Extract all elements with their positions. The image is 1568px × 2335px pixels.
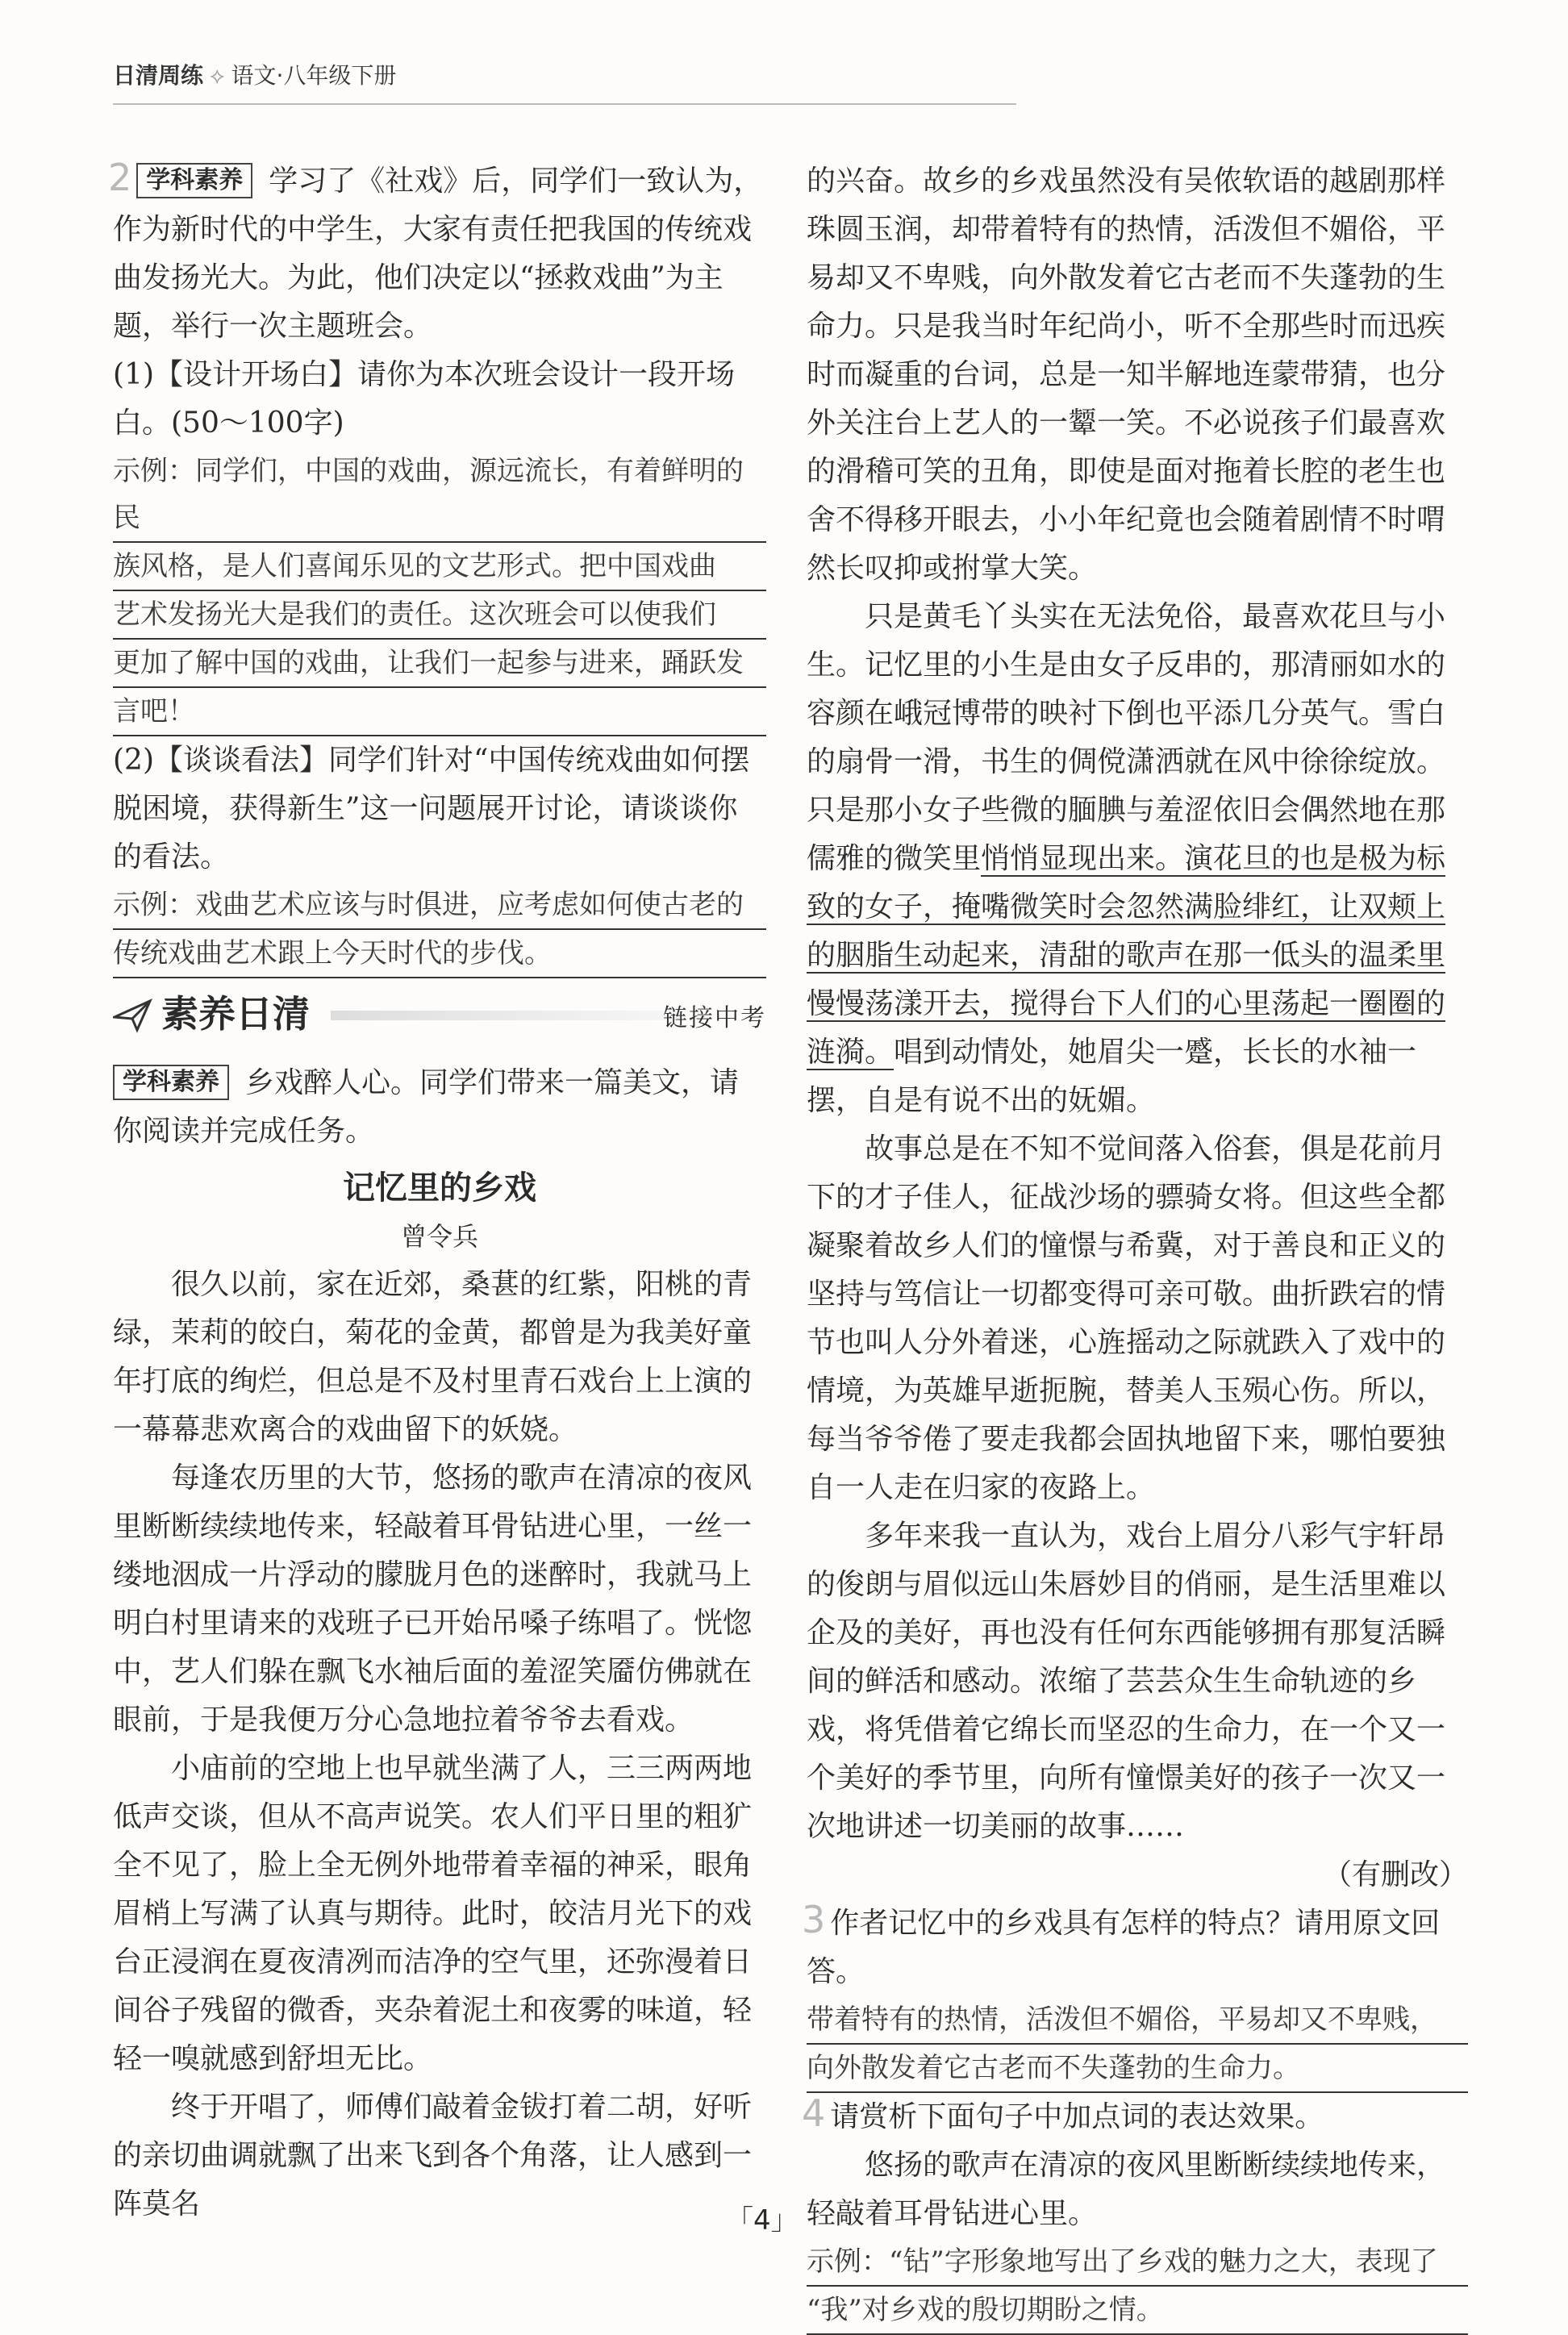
intro-text: 乡戏醉人心。同学们带来一篇美文，请你阅读并完成任务。	[113, 1066, 740, 1148]
answer-1	[113, 448, 766, 736]
article-title: 记忆里的乡戏	[343, 1170, 536, 1207]
question-number: 2	[108, 156, 132, 199]
article-paragraph: 小庙前的空地上也早就坐满了人，三三两两地低声交谈，但从不高声说笑。农人们平日里的粗犷全不见了，脸上全无例外地带着幸福的神采，眼角眉梢上写满了认真与期待。此时，皎洁月光下的戏台正浸润在夏夜清冽而洁净的空气里，还弥漫着日间谷子残留的微香，夹杂着泥土和夜雾的味道，轻轻一嗅就感到舒坦无比。	[113, 1752, 753, 2075]
answer-line: 示例：“钻”字形象地写出了乡戏的魅力之大，表现了	[807, 2238, 1468, 2287]
section-title: 素养日清	[161, 992, 310, 1036]
subject-tag: 学科素养	[136, 163, 252, 198]
edit-note: （有删改）	[1322, 1858, 1468, 1891]
answer-4	[807, 2238, 1468, 2335]
question-text: 请赏析下面句子中加点词的表达效果。	[830, 2100, 1324, 2133]
article-paragraph: 多年来我一直认为，戏台上眉分八彩气宇轩昂的俊朗与眉似远山朱唇妙目的俏丽，是生活里难以企及的美好，再也没有任何东西能够拥有那复活瞬间的鲜活和感动。浓缩了芸芸众生生命轨迹的乡戏，将凭借着它绵长而坚忍的生命力，在一个又一个美好的季节里，向所有憧憬美好的孩子一次又一次地讲述一切美丽的故事……	[807, 1520, 1446, 1843]
subject-tag: 学科素养	[113, 1065, 229, 1100]
page-number-value: 4	[753, 2204, 771, 2237]
answer-line: 向外散发着它古老而不失蓬勃的生命力。	[807, 2045, 1468, 2093]
question-3	[802, 1898, 1468, 1996]
answer-line: 艺术发扬光大是我们的责任。这次班会可以使我们	[113, 591, 766, 640]
underlined-text: 甜的歌声在那一低头的温柔里慢慢荡漾开去，搅得台	[807, 939, 1446, 1020]
article-author: 曾令兵	[400, 1221, 478, 1252]
answer-line: 更加了解中国的戏曲，让我们一起参与进来，踊跃发	[113, 640, 766, 688]
article-paragraph: 故事总是在不知不觉间落入俗套，俱是花前月下的才子佳人，征战沙场的骠骑女将。但这些全都凝聚着故乡人们的憧憬与希冀，对于善良和正义的坚持与笃信让一切都变得可亲可敬。曲折跌宕的情节也叫人分外着迷，心旌摇动之际就跌入了戏中的情境，为英雄早逝扼腕，替美人玉殒心伤。所以，每当爷爷倦了要走我都会固执地留下来，哪怕要独自一人走在归家的夜路上。	[807, 1132, 1446, 1504]
underlined-text: 下人们的心里荡起一圈圈的涟漪。	[807, 987, 1446, 1069]
question-2	[108, 156, 766, 351]
question-4	[802, 2091, 1468, 2141]
page-number: 「4」	[726, 2204, 799, 2237]
question-number: 3	[802, 1898, 826, 1941]
answer-line: 带着特有的热情，活泼但不媚俗，平易却又不卑贱，	[807, 1996, 1468, 2045]
underlined-text: 微笑时会忽然满脸绯红，让双颊上的胭脂生动起来，清	[807, 890, 1446, 972]
quoted-sentence: 悠扬的歌声在清凉的夜风里断断续续地传来，轻敲着耳骨钻进心里。	[807, 2149, 1446, 2230]
section-bar	[331, 1011, 686, 1020]
article-paragraph: 的兴奋。故乡的乡戏虽然没有吴侬软语的越剧那样珠圆玉润，却带着特有的热情，活泼但不媚俗，平易却又不卑贱，向外散发着它古老而不失蓬勃的生命力。只是我当时年纪尚小，听不全那些时而迅疾时而凝重的台词，总是一知半解地连蒙带猜，也分外关注台上艺人的一颦一笑。不必说孩子们最喜欢的滑稽可笑的丑角，即使是面对拖着长腔的老生也舍不得移开眼去，小小年纪竟也会随着剧情不时喟然长叹抑或拊掌大笑。	[807, 165, 1446, 585]
article-paragraph	[807, 593, 1468, 1125]
question-text: 作者记忆中的乡戏具有怎样的特点？请用原文回答。	[807, 1907, 1441, 1988]
page-header: 日清周练 ⟡ 语文·八年级下册	[113, 62, 397, 89]
answer-line: 族风格，是人们喜闻乐见的文艺形式。把中国戏曲	[113, 543, 766, 591]
paragraph-text: 只是黄毛丫头实在无法免俗，最喜欢花旦与小生。记忆里的小生是由女子反串的，那清丽如水的容颜在峨冠博带的映衬下倒也平添几分英气。雪白的扇骨一滑，书生的倜傥潇洒就在风中徐徐绽放。只是那小女子些微的腼腆与羞涩依旧会偶然地在那儒雅的微笑里	[807, 600, 1446, 875]
sub-question-1: (1)【设计开场白】请你为本次班会设计一段开场白。(50～100字)	[113, 358, 735, 440]
section-header	[113, 986, 766, 1051]
book-subject: 语文·八年级下册	[231, 62, 397, 89]
underlined-text: 悄悄显现出来。演花旦的也是极为标致的女子，掩嘴	[807, 842, 1446, 924]
article-paragraph: 终于开唱了，师傅们敲着金钹打着二胡，好听的亲切曲调就飘了出来飞到各个角落，让人感到一阵莫名	[113, 2091, 753, 2220]
section-link: 链接中考	[663, 1004, 766, 1032]
sub-question-2: (2)【谈谈看法】同学们针对“中国传统戏曲如何摆脱困境，获得新生”这一问题展开讨论，请谈谈你的看法。	[113, 744, 750, 874]
reading-intro	[113, 1059, 766, 1156]
paper-plane-icon	[113, 994, 153, 1035]
answer-line: 示例：同学们，中国的戏曲，源远流长，有着鲜明的民	[113, 448, 766, 543]
question-text: 学习了《社戏》后，同学们一致认为，作为新时代的中学生，大家有责任把我国的传统戏曲发扬光大。为此，他们决定以“拯救戏曲”为主题，举行一次主题班会。	[113, 165, 763, 343]
left-column	[108, 156, 766, 2229]
right-column	[802, 157, 1468, 2335]
article-paragraph: 每逢农历里的大节，悠扬的歌声在清凉的夜风里断断续续地传来，轻敲着耳骨钻进心里，一丝一缕地洇成一片浮动的朦胧月色的迷醉时，我就马上明白村里请来的戏班子已开始吊嗓子练唱了。恍惚中，艺人们躲在飘飞水袖后面的羞涩笑靥仿佛就在眼前，于是我便万分心急地拉着爷爷去看戏。	[113, 1461, 753, 1737]
answer-3	[807, 1996, 1468, 2093]
answer-2	[113, 882, 766, 978]
answer-line: 言吧！	[113, 688, 766, 736]
header-divider	[113, 103, 1016, 105]
question-number: 4	[802, 2091, 826, 2135]
article-paragraph: 很久以前，家在近郊，桑葚的红紫，阳桃的青绿，茉莉的皎白，菊花的金黄，都曾是为我美好童年打底的绚烂，但总是不及村里青石戏台上上演的一幕幕悲欢离合的戏曲留下的妖娆。	[113, 1268, 753, 1446]
book-brand: 日清周练	[113, 62, 204, 89]
answer-line: “我”对乡戏的殷切期盼之情。	[807, 2287, 1468, 2335]
answer-line: 示例：戏曲艺术应该与时俱进，应考虑如何使古老的	[113, 882, 766, 930]
paragraph-text: 唱到动情处，她眉尖一蹙，长长的水袖一摆，自是有说不出的妩媚。	[807, 1036, 1417, 1117]
answer-line: 传统戏曲艺术跟上今天时代的步伐。	[113, 930, 766, 978]
